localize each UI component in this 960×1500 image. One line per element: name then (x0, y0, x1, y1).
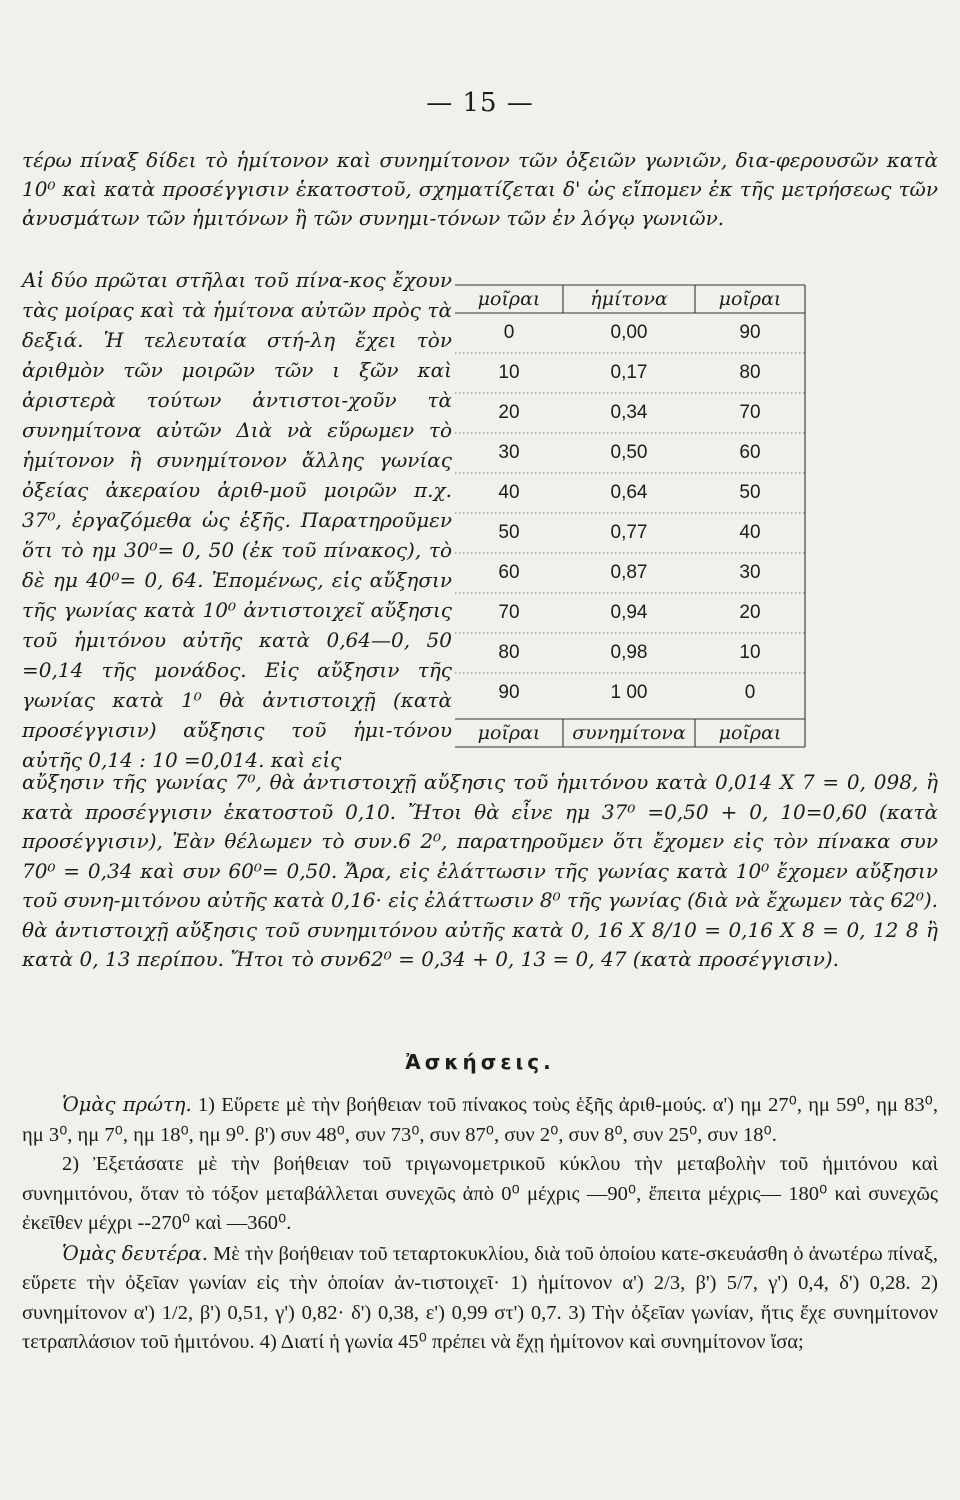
table-cell: 40 (498, 482, 520, 503)
table-cell: 0,98 (610, 642, 648, 663)
section-title: Ἀσκήσεις. (405, 1050, 555, 1074)
exercise-group-2 (22, 1239, 938, 1358)
exercise-group-2-text: Μὲ τὴν βοήθειαν τοῦ τεταρτοκυκλίου, διὰ τοῦ ὁποίου κατε-σκευάσθη ὁ ἀνωτέρω πίναξ, εὕρετε τὴν ὀξεῖαν γωνίαν εἰς τὴν ὁποίαν ἀν-τιστοιχεῖ· 1) ἡμίτονον α') 2/3, β') 5/7, γ') 0,4, δ') 0,28. 2) συνημίτονον α') 1/2, β') 0,51, γ') 0,82· δ') 0,38, ε') 0,99 στ') 0,7. 3) Τὴν ὀξεῖαν γωνίαν, ἥτις ἔχε συνημίτονον τετραπλάσιον τοῦ ἡμιτόνου. 4) Διατί ἡ γωνία 45⁰ πρέπει νὰ ἔχῃ ἡμίτονον καὶ συνημίτονον ἴσα; (22, 1242, 938, 1353)
table-cell: 0,34 (610, 402, 648, 423)
exercise-group-1-item-2: 2) Ἐξετάσατε μὲ τὴν βοήθειαν τοῦ τριγωνομετρικοῦ κύκλου τὴν μεταβολὴν τοῦ ἡμιτόνου καὶ συνημιτόνου, ὅταν τὸ τόξον μεταβάλλεται συνεχῶς ἀπὸ 0⁰ μέχρις —90⁰, ἔπειτα μέχρις— 180⁰ καὶ συνεχῶς ἐκεῖθεν μέχρι --270⁰ καὶ —360⁰. (22, 1153, 938, 1234)
table-cell: 60 (498, 562, 520, 583)
table-cell: 0 (744, 682, 756, 703)
table-cell: 50 (498, 522, 520, 543)
table-footer-degrees-left: μοῖραι (477, 722, 541, 744)
exercise-group-2-title: Ὁμὰς δευτέρα. (62, 1241, 208, 1265)
intro-paragraph: τέρω πίναξ δίδει τὸ ἡμίτονον καὶ συνημίτονον τῶν ὀξειῶν γωνιῶν, δια-φερουσῶν κατὰ 10⁰ καὶ κατὰ προσέγγισιν ἑκατοστοῦ, σχηματίζεται δ' ὡς εἴπομεν ἐκ τῆς μετρήσεως τῶν ἀνυσμάτων τῶν ἡμιτόνων ἢ τῶν συνημι-τόνων τῶν ἐν λόγῳ γωνιῶν. (22, 148, 938, 230)
exercises-section (22, 1090, 938, 1358)
table-cell: 90 (739, 322, 761, 343)
exercise-group-1-title: Ὁμὰς πρώτη. (62, 1093, 192, 1116)
table-cell: 70 (739, 402, 761, 423)
worked-example-paragraph: αὔξησιν τῆς γωνίας 7⁰, θὰ ἀντιστοιχῇ αὔξησις τοῦ ἡμιτόνου κατὰ 0,014 X 7 = 0, 098, ἢ κατὰ προσέγγισιν ἑκατοστοῦ 0,10. Ἤτοι θὰ εἶνε ημ 37⁰ =0,50 + 0, 10=0,60 (κατὰ προσέγγισιν), Ἐὰν θέλωμεν τὸ συν.6 2⁰, παρατηροῦμεν ὅτι ἔχομεν εἰς τὸν πίνακα συν 70⁰ = 0,34 καὶ συν 60⁰= 0,50. Ἄρα, εἰς ἐλάττωσιν τῆς γωνίας κατὰ 10⁰ ἔχομεν αὔξησιν τοῦ συνη-μιτόνου αὐτῆς κατὰ 0,16· εἰς ἐλάττωσιν 8⁰ τῆς γωνίας (διὰ νὰ ἔχωμεν τὰς 62⁰). θὰ ἀντιστοιχῇ αὔξησις τοῦ συνημιτόνου αὐτῆς κατὰ 0, 16 X 8/10 = 0,16 X 8 = 0, 12 8 ἢ κατὰ 0, 13 περίπου. Ἤτοι τὸ συν62⁰ = 0,34 + 0, 13 = 0, 47 (κατὰ προσέγγισιν). (22, 770, 938, 971)
table-cell: 1 00 (610, 682, 648, 703)
table-cell: 70 (498, 602, 520, 623)
sine-cosine-table (455, 283, 807, 749)
table-cell: 0,00 (610, 322, 648, 343)
table-cell: 20 (498, 402, 520, 423)
table-cell: 0,94 (610, 602, 648, 623)
table-cell: 0 (503, 322, 515, 343)
table-footer-cosines: συνημίτονα (572, 722, 686, 744)
table-cell: 0,77 (610, 522, 648, 543)
table-cell: 10 (498, 362, 520, 383)
table-cell: 80 (498, 642, 520, 663)
table-cell: 80 (739, 362, 761, 383)
table-cell: 40 (739, 522, 761, 543)
table-cell: 60 (739, 442, 761, 463)
exercise-group-1-text: 1) Εὕρετε μὲ τὴν βοήθειαν τοῦ πίνακος τοὺς ἑξῆς ἀριθ-μούς. α') ημ 27⁰, ημ 59⁰, ημ 83⁰, ημ 3⁰, ημ 7⁰, ημ 18⁰, ημ 9⁰. β') συν 48⁰, συν 73⁰, συν 87⁰, συν 2⁰, συν 8⁰, συν 25⁰, συν 18⁰. (22, 1094, 939, 1146)
table-header-degrees-right: μοῖραι (718, 288, 782, 310)
table-footer-degrees-right: μοῖραι (718, 722, 782, 744)
exercise-group-1 (22, 1090, 938, 1150)
table-explanation-paragraph: Αἱ δύο πρῶται στῆλαι τοῦ πίνα-κος ἔχουν τὰς μοίρας καὶ τὰ ἡμίτονα αὐτῶν πρὸς τὰ δεξιά. Ἡ τελευταία στή-λη ἔχει τὸν ἀριθμὸν τῶν μοιρῶν τῶν ι ξῶν καὶ ἀριστερὰ τούτων ἀντιστοι-χοῦν τὰ συνημίτονα αὐτῶν Διὰ νὰ εὕρωμεν τὸ ἡμίτονον ἢ συνημίτονον ἄλλης γωνίας ὀξείας ἀκεραίου ἀριθ-μοῦ μοιρῶν π.χ. 37⁰, ἐργαζόμεθα ὡς ἑξῆς. Παρατηροῦμεν ὅτι τὸ ημ 30⁰= 0, 50 (ἐκ τοῦ πίνακος), τὸ δὲ ημ 40⁰= 0, 64. Ἐπομένως, εἰς αὔξησιν τῆς γωνίας κατὰ 10⁰ ἀντιστοιχεῖ αὔξησις τοῦ ἡμιτόνου αὐτῆς κατὰ 0,64—0, 50 =0,14 τῆς μονάδος. Εἰς αὔξησιν τῆς γωνίας κατὰ 1⁰ θὰ ἀντιστοιχῇ (κατὰ προσέγγισιν) αὔξησις τοῦ ἡμι-τόνου αὐτῆς 0,14 : 10 =0,014. καὶ εἰς (22, 268, 452, 772)
page-number: — 15 — (426, 88, 534, 118)
table-header-sines: ἡμίτονα (590, 288, 668, 310)
table-rules (455, 283, 807, 749)
table-cell: 0,87 (610, 562, 648, 583)
table-cell: 30 (498, 442, 520, 463)
table-cell: 0,50 (610, 442, 648, 463)
table-cell: 90 (498, 682, 520, 703)
table-cell: 10 (739, 642, 761, 663)
table-cell: 20 (739, 602, 761, 623)
table-cell: 50 (739, 482, 761, 503)
table-cell: 0,64 (610, 482, 648, 503)
table-cell: 0,17 (610, 362, 648, 383)
table-header-degrees-left: μοῖραι (477, 288, 541, 310)
table-cell: 30 (739, 562, 761, 583)
